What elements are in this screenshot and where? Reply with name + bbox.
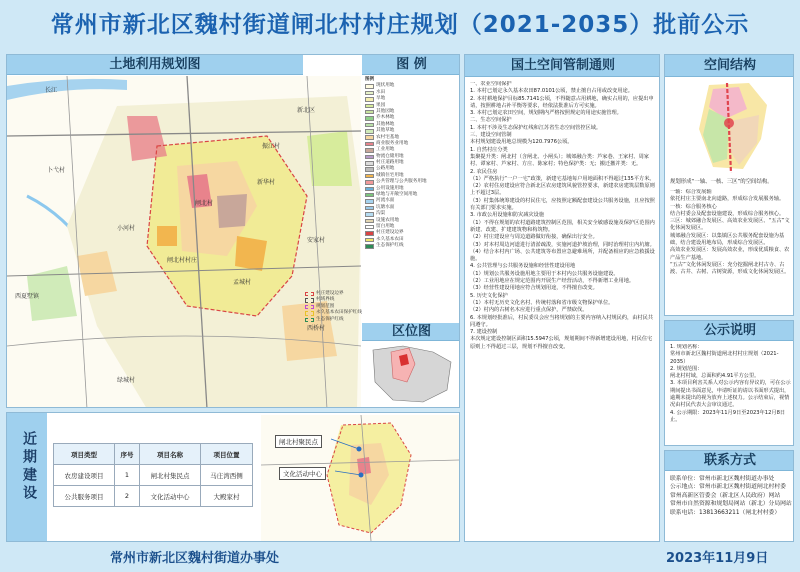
recent-header: 近期建设 xyxy=(21,431,37,503)
legend-swatch xyxy=(365,219,374,224)
legend-swatch xyxy=(365,174,374,179)
control-paragraph: 三、建设空间管制 xyxy=(470,132,512,139)
page-title: 常州市新北区魏村街道闸北村村庄规划（2021-2035）批前公示 xyxy=(50,12,750,38)
legend-bottom-label: 生态保护红线 xyxy=(316,316,344,322)
table-cell: 1 xyxy=(115,465,140,486)
control-paragraph: 1. 本村已划定永久基本农田87.0101公顷，禁止擅自占用或改变用途。 xyxy=(470,88,633,95)
footer-date: 2023年11月9日 xyxy=(666,551,769,566)
map-label: 闸北村 xyxy=(195,200,214,207)
legend-swatch xyxy=(365,244,374,249)
legend-swatch xyxy=(365,84,374,89)
control-paragraph: （3）村集体统筹建设的村民住宅，应按照定额配套建设公共服务设施，且应按照有关部门要求实施。 xyxy=(470,197,655,212)
legend-header: 图 例 xyxy=(362,55,460,75)
legend-bottom-label: 村庄建设边界 xyxy=(316,291,344,296)
legend-label: 公路用地 xyxy=(376,166,395,172)
notice-paragraph: 4. 公示期限：2023年11月9日至2023年12月8日止。 xyxy=(670,409,786,423)
legend-label: 公共管理与公共服务用地 xyxy=(376,179,427,185)
control-header: 国土空间管制通则 xyxy=(465,55,660,77)
notice-paragraph: 常州市新北区魏村街道闸北村村庄规划（2021-2035） xyxy=(670,351,779,365)
legend-swatch xyxy=(365,91,374,96)
control-paragraph: 二、生态空间保护 xyxy=(470,117,512,124)
structure-paragraph: 一核：综合服务核心 xyxy=(670,203,717,210)
notice-paragraph: 1. 规划名称： xyxy=(670,344,703,350)
recent-panel xyxy=(6,412,460,542)
structure-paragraph: 城郊融合发展区：以集镇区公共服务配套设施为基础，结合建设用地布局，形成综合发展区。 xyxy=(670,232,785,247)
control-paragraph: （2）村庄建设应与周边道路做好衔接，确保出行安全。 xyxy=(470,234,598,241)
control-paragraph: （2）农村住房建设应符合新北区农房建筑风貌管控要求，新建农房建筑层数原则上不超过3层。 xyxy=(470,183,655,197)
table-cell: 闸北村集民点 xyxy=(139,465,200,486)
legend-bottom-label: 永久基本农田保护红线 xyxy=(316,310,362,316)
table-row xyxy=(54,486,253,507)
table-header-cell: 项目类型 xyxy=(54,444,115,465)
location-map xyxy=(363,342,460,408)
recent-table-wrap xyxy=(53,443,253,507)
control-paragraph: 1. 自然村庄分类 xyxy=(470,146,508,153)
control-paragraph: （2）村内的古树名木应进行重点保护，严禁砍伐。 xyxy=(470,307,588,314)
structure-header: 空间结构 xyxy=(665,55,794,77)
control-paragraph: （1）严格执行“一户一宅”政策，新建宅基地每户用地面积不得超过135平方米。 xyxy=(470,175,655,182)
control-paragraph: 本次规定建设控制区面积15.5947公顷，规划期间不得新增建设用地，村民住宅原则上不得超过三层，规划不得擅自改变。 xyxy=(470,336,653,350)
structure-paragraph: 三区：城郊融合发展区、高效农业发展区、“五古”文化休闲发展区。 xyxy=(670,218,790,232)
legend-label: 沟渠 xyxy=(376,211,386,217)
legend xyxy=(365,77,460,277)
notice-paragraph: 3. 本项目利害关系人对公示内容有异议的，可在公示期间提出书面意见，申请听证的请以书面形式提出，逾期未提出的视为放弃上述权力。公示结束后，视情况由村民代表大会审议通过。 xyxy=(670,380,791,409)
table-cell: 公共服务项目 xyxy=(54,486,115,507)
legend-label: 水田 xyxy=(376,89,386,95)
table-header-cell: 项目位置 xyxy=(200,444,252,465)
legend-item xyxy=(365,243,460,249)
legend-swatch xyxy=(365,135,374,140)
legend-swatch xyxy=(365,206,374,211)
contact-text xyxy=(670,475,792,517)
contact-line: 常州高新区管委会（新北区人民政府）网站 xyxy=(670,492,781,499)
legend-line-swatch xyxy=(305,298,314,303)
control-paragraph: （3）对本村周边河道进行清淤疏浚，实施河道护坡治理，同时治理村庄内坑塘。 xyxy=(470,241,655,248)
control-paragraph: 2. 农民住房 xyxy=(470,168,498,175)
land-use-panel xyxy=(6,54,460,408)
map-label: 绿城村 xyxy=(117,377,136,384)
control-paragraph: 4. 公共管理与公共服务设施和经营性建设用地 xyxy=(470,263,576,270)
contact-line: 公示地点：常州市新北区魏村街道闸北村村委 xyxy=(670,484,786,491)
map-label: 小河村 xyxy=(117,225,136,232)
legend-label: 设施农用地 xyxy=(376,217,399,223)
footer-org: 常州市新北区魏村街道办事处 xyxy=(110,551,280,566)
contact-line: 常州市自然资源和规划局网站（新北）分局网站 xyxy=(670,501,792,508)
control-paragraph: 3. 本村已划定农田空间，规划期内严格按照规定的用途实施管理。 xyxy=(470,110,622,117)
legend-label: 其他林地 xyxy=(376,121,395,127)
legend-label: 河流水面 xyxy=(376,198,395,204)
control-panel xyxy=(464,54,660,542)
control-paragraph: 集聚提升类：闸北村（含闸北、小闸头）；城郊融合类：芦家巷、王家村、周家村、谭家村、芦家村、方庄、陈家村；特色保护类：无；搬迁撤并类：无。 xyxy=(470,153,649,168)
control-text xyxy=(470,81,656,539)
structure-text xyxy=(670,189,792,313)
legend-bottom xyxy=(305,291,455,323)
legend-bottom-label: 规划范围 xyxy=(316,303,335,309)
notice-paragraph: 2. 规划范围： xyxy=(670,365,703,372)
map-label: 新北区 xyxy=(297,107,316,114)
map-label: 西桥村 xyxy=(307,325,326,332)
table-cell: 2 xyxy=(115,486,140,507)
structure-panel xyxy=(664,54,794,316)
table-cell: 大殿家村 xyxy=(200,486,252,507)
legend-label: 商业服务业用地 xyxy=(376,140,409,146)
legend-bottom-item xyxy=(305,317,455,323)
map-label: 卜弋村 xyxy=(47,167,66,174)
recent-map-tag-1: 闸北村聚民点 xyxy=(275,435,322,448)
control-paragraph: （1）规划公共服务设施用地主要用于本村内公共服务设施建设。 xyxy=(470,270,619,277)
structure-caption: 规划形成“一轴、一核、三区”的空间结构。 xyxy=(670,179,773,185)
legend-label: 农村宅基地 xyxy=(376,134,399,140)
control-paragraph: 1. 本村不涉及生态保护红线和江苏省生态空间管控区域。 xyxy=(470,124,602,131)
legend-line-swatch xyxy=(305,311,314,316)
legend-label: 乔木林地 xyxy=(376,115,395,121)
legend-line-swatch xyxy=(305,292,314,297)
recent-table xyxy=(53,443,253,507)
control-paragraph: 6. 本规划经批准后，村民委员会应当将规划的主要内容纳入村规民约，由村民共同遵守。 xyxy=(470,314,653,328)
legend-swatch xyxy=(365,199,374,204)
structure-paragraph: 一轴：综合发展轴 xyxy=(670,189,712,195)
control-paragraph: 5. 历史文化保护 xyxy=(470,292,508,299)
legend-label: 其他园地 xyxy=(376,108,395,114)
legend-swatch xyxy=(365,225,374,230)
contact-header: 联系方式 xyxy=(665,451,794,471)
control-paragraph: 3. 市政公用设施和防灾减灾设施 xyxy=(470,212,545,219)
map-label: 闸北村村庄 xyxy=(167,257,198,264)
legend-label: 绿地与开敞空间用地 xyxy=(376,192,418,198)
notice-paragraph: 闸北村村域，总面积约4.91平方公里。 xyxy=(670,373,760,380)
legend-swatch xyxy=(365,155,374,160)
legend-swatch xyxy=(365,167,374,172)
notice-header: 公示说明 xyxy=(665,321,794,341)
map-label: 孟城村 xyxy=(233,279,252,286)
legend-swatch xyxy=(365,110,374,115)
control-paragraph: 一、农业空间保护 xyxy=(470,81,512,87)
legend-bottom-label: 村域界线 xyxy=(316,297,335,303)
structure-paragraph: 依托村庄主要南北向道路，形成综合发展服务轴。 xyxy=(670,196,785,203)
map-label: 安家村 xyxy=(307,237,326,244)
legend-label: 留白用地 xyxy=(376,224,395,229)
legend-line-swatch xyxy=(305,318,314,323)
control-paragraph: （1）不得在规划的农村道路建筑控制区范围，相关安全敏感设施及保护区范围内新建、改建、扩建建筑物和构筑物。 xyxy=(470,219,655,233)
legend-swatch xyxy=(365,116,374,121)
control-paragraph: 本村规划建设用地总规模为120.7976公顷。 xyxy=(470,139,573,146)
legend-label: 物流仓储用地 xyxy=(376,153,404,159)
legend-label: 永久基本农田 xyxy=(376,236,404,242)
legend-label: 公用设施用地 xyxy=(376,185,404,191)
control-paragraph: （3）经营性建设用地应符合规划用途，不得擅自改变。 xyxy=(470,285,598,292)
legend-swatch xyxy=(365,161,374,166)
legend-swatch xyxy=(365,123,374,128)
control-paragraph: （1）本村无历史文化名村、传统村落和省市级文物保护单位。 xyxy=(470,299,614,306)
legend-label: 村庄道路用地 xyxy=(376,160,404,166)
legend-swatch xyxy=(365,212,374,217)
legend-label: 工业用地 xyxy=(376,147,395,153)
legend-label: 现状用地 xyxy=(376,83,395,89)
legend-title: 图例 xyxy=(365,77,375,82)
control-paragraph: 7. 建设控制 xyxy=(470,329,498,336)
control-paragraph: （4）结合本村内广场、公共建筑等布置应急避难场所，并配备相应的应急救援设施。 xyxy=(470,248,655,263)
legend-swatch xyxy=(365,148,374,153)
notice-text xyxy=(670,344,792,444)
legend-line-swatch xyxy=(305,305,314,310)
contact-line: 联系单位：常州市新北区魏村街道办事处 xyxy=(670,476,775,482)
table-header-cell: 序号 xyxy=(115,444,140,465)
legend-swatch xyxy=(365,129,374,134)
legend-swatch xyxy=(365,97,374,102)
legend-swatch xyxy=(365,238,374,243)
legend-swatch xyxy=(365,142,374,147)
map-label: 长江 xyxy=(45,87,58,94)
map-label: 新华村 xyxy=(257,179,276,186)
structure-paragraph: 高效农业发展区：发展高效农业，形成优质粮食、农产品生产基地。 xyxy=(670,247,790,261)
legend-label: 村庄建设边界 xyxy=(376,230,404,236)
land-use-header: 土地利用规划图 xyxy=(7,55,303,75)
legend-swatch xyxy=(365,180,374,185)
legend-label: 旱地 xyxy=(376,96,386,102)
legend-swatch xyxy=(365,187,374,192)
control-paragraph: 2. 本村耕地保护目标85.7141公顷，不得随意占用耕地，确实占用的，应提出申请，按照耕地占补平衡等要求，经依法批准后方可实施。 xyxy=(470,95,654,109)
structure-paragraph: 结合村委会及配套设施建设，形成综合服务核心。 xyxy=(670,210,785,217)
recent-map-tag-2: 文化活动中心 xyxy=(279,467,326,480)
legend-swatch xyxy=(365,193,374,198)
map-label: 西夏墅镇 xyxy=(15,293,40,300)
table-cell: 农房建设项目 xyxy=(54,465,115,486)
legend-swatch xyxy=(365,104,374,109)
legend-list xyxy=(365,83,460,249)
map-label: 振江村 xyxy=(262,143,281,150)
table-cell: 文化活动中心 xyxy=(139,486,200,507)
table-cell: 马庄湾西侧 xyxy=(200,465,252,486)
notice-panel xyxy=(664,320,794,446)
location-header: 区位图 xyxy=(362,323,460,341)
contact-panel xyxy=(664,450,794,542)
structure-map xyxy=(669,79,791,177)
control-paragraph: （2）工业用地应在规定范围内开展生产经营活动，不得新增工业用地。 xyxy=(470,278,635,285)
legend-label: 坑塘水面 xyxy=(376,204,395,210)
legend-label: 其他草地 xyxy=(376,128,395,134)
legend-label: 果园 xyxy=(376,102,386,108)
legend-swatch xyxy=(365,231,374,236)
structure-paragraph: “五古”文化休闲发展区：充分挖掘闸北村古寺、古渡、古井、古树、古树资源，形成文化休闲发展区。 xyxy=(670,261,790,276)
table-header-cell: 项目名称 xyxy=(139,444,200,465)
contact-line: 联系电话：13813663211（闸北村村委） xyxy=(670,509,781,516)
legend-label: 城镇住宅用地 xyxy=(376,172,404,178)
table-row xyxy=(54,465,253,486)
legend-label: 生态保护红线 xyxy=(376,243,404,249)
